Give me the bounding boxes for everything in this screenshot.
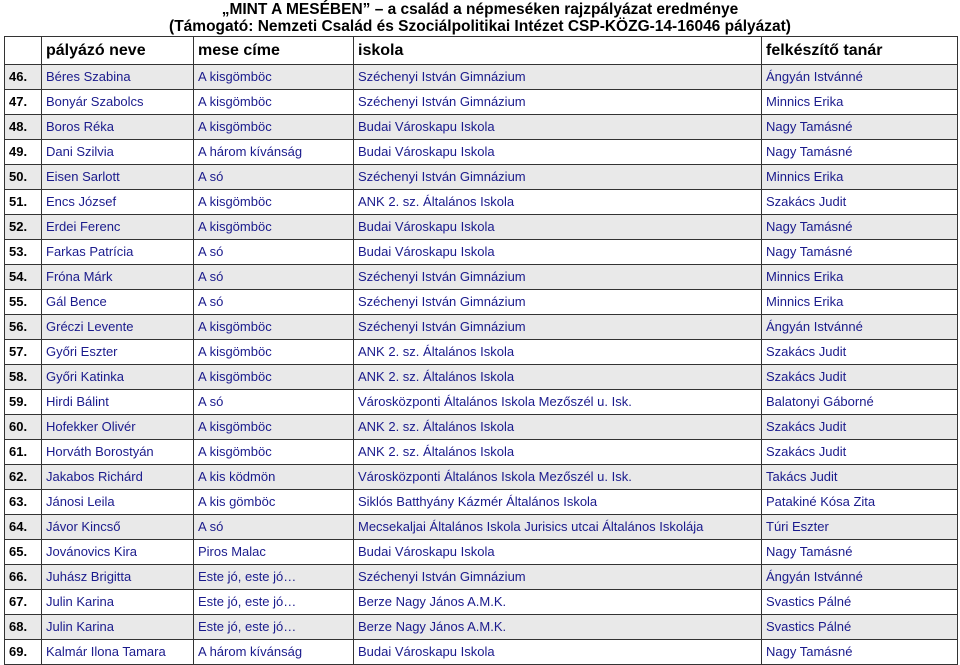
teacher-name: Túri Eszter [762,515,958,540]
tale-title: Este jó, este jó… [194,590,354,615]
teacher-name: Nagy Tamásné [762,140,958,165]
teacher-name: Nagy Tamásné [762,540,958,565]
participant-name: Horváth Borostyán [42,440,194,465]
tale-title: Piros Malac [194,540,354,565]
row-number: 64. [5,515,42,540]
row-number: 53. [5,240,42,265]
school-name: ANK 2. sz. Általános Iskola [354,365,762,390]
row-number: 68. [5,615,42,640]
row-number: 54. [5,265,42,290]
teacher-name: Szakács Judit [762,190,958,215]
participant-name: Erdei Ferenc [42,215,194,240]
participant-name: Juhász Brigitta [42,565,194,590]
tale-title: A kis ködmön [194,465,354,490]
table-row [5,215,958,240]
teacher-name: Svastics Pálné [762,590,958,615]
results-table [4,36,958,665]
tale-title: A kisgömböc [194,215,354,240]
teacher-name: Nagy Tamásné [762,115,958,140]
teacher-name: Ángyán Istvánné [762,565,958,590]
teacher-name: Ángyán Istvánné [762,315,958,340]
row-number: 50. [5,165,42,190]
row-number: 61. [5,440,42,465]
row-number: 46. [5,65,42,90]
school-name: Széchenyi István Gimnázium [354,90,762,115]
teacher-name: Svastics Pálné [762,615,958,640]
teacher-name: Nagy Tamásné [762,215,958,240]
column-header-tale: mese címe [194,37,354,65]
table-row [5,265,958,290]
tale-title: A kisgömböc [194,365,354,390]
row-number: 55. [5,290,42,315]
table-row [5,640,958,665]
participant-name: Bonyár Szabolcs [42,90,194,115]
row-number: 51. [5,190,42,215]
table-row [5,490,958,515]
row-number: 62. [5,465,42,490]
table-row [5,315,958,340]
participant-name: Jánosi Leila [42,490,194,515]
table-row [5,240,958,265]
table-row [5,540,958,565]
column-header-name: pályázó neve [42,37,194,65]
teacher-name: Szakács Judit [762,340,958,365]
tale-title: A kisgömböc [194,440,354,465]
teacher-name: Minnics Erika [762,165,958,190]
school-name: Széchenyi István Gimnázium [354,565,762,590]
participant-name: Encs József [42,190,194,215]
school-name: ANK 2. sz. Általános Iskola [354,440,762,465]
teacher-name: Minnics Erika [762,265,958,290]
school-name: Budai Városkapu Iskola [354,115,762,140]
school-name: Budai Városkapu Iskola [354,540,762,565]
table-row [5,615,958,640]
participant-name: Dani Szilvia [42,140,194,165]
table-row [5,90,958,115]
participant-name: Fróna Márk [42,265,194,290]
teacher-name: Szakács Judit [762,365,958,390]
table-row [5,590,958,615]
school-name: Városközponti Általános Iskola Mezőszél u. Isk. [354,465,762,490]
row-number: 67. [5,590,42,615]
school-name: Széchenyi István Gimnázium [354,65,762,90]
teacher-name: Szakács Judit [762,440,958,465]
participant-name: Hofekker Olivér [42,415,194,440]
tale-title: A kis gömböc [194,490,354,515]
table-row [5,290,958,315]
school-name: ANK 2. sz. Általános Iskola [354,415,762,440]
participant-name: Béres Szabina [42,65,194,90]
table-row [5,365,958,390]
teacher-name: Minnics Erika [762,290,958,315]
tale-title: A só [194,165,354,190]
table-row [5,390,958,415]
table-header-row [5,37,958,65]
column-header-teacher: felkészítő tanár [762,37,958,65]
row-number: 63. [5,490,42,515]
table-row [5,165,958,190]
participant-name: Julin Karina [42,590,194,615]
tale-title: A só [194,290,354,315]
school-name: Berze Nagy János A.M.K. [354,615,762,640]
teacher-name: Balatonyi Gáborné [762,390,958,415]
school-name: Széchenyi István Gimnázium [354,165,762,190]
tale-title: Este jó, este jó… [194,615,354,640]
tale-title: A kisgömböc [194,90,354,115]
table-row [5,340,958,365]
school-name: Széchenyi István Gimnázium [354,265,762,290]
teacher-name: Nagy Tamásné [762,240,958,265]
table-row [5,190,958,215]
school-name: Siklós Batthyány Kázmér Általános Iskola [354,490,762,515]
teacher-name: Takács Judit [762,465,958,490]
school-name: ANK 2. sz. Általános Iskola [354,190,762,215]
school-name: Mecsekaljai Általános Iskola Jurisics utcai Általános Iskolája [354,515,762,540]
tale-title: A só [194,240,354,265]
school-name: Budai Városkapu Iskola [354,140,762,165]
participant-name: Jovánovics Kira [42,540,194,565]
table-row [5,140,958,165]
participant-name: Jávor Kincső [42,515,194,540]
participant-name: Hirdi Bálint [42,390,194,415]
table-row [5,115,958,140]
column-header-school: iskola [354,37,762,65]
participant-name: Farkas Patrícia [42,240,194,265]
tale-title: A három kívánság [194,140,354,165]
participant-name: Gál Bence [42,290,194,315]
tale-title: A kisgömböc [194,190,354,215]
row-number: 48. [5,115,42,140]
teacher-name: Szakács Judit [762,415,958,440]
teacher-name: Minnics Erika [762,90,958,115]
table-row [5,565,958,590]
row-number: 58. [5,365,42,390]
row-number: 59. [5,390,42,415]
row-number: 66. [5,565,42,590]
participant-name: Győri Katinka [42,365,194,390]
tale-title: A három kívánság [194,640,354,665]
row-number: 49. [5,140,42,165]
row-number: 56. [5,315,42,340]
school-name: Széchenyi István Gimnázium [354,290,762,315]
participant-name: Jakabos Richárd [42,465,194,490]
school-name: Budai Városkapu Iskola [354,240,762,265]
teacher-name: Ángyán Istvánné [762,65,958,90]
participant-name: Kalmár Ilona Tamara [42,640,194,665]
tale-title: Este jó, este jó… [194,565,354,590]
table-row [5,440,958,465]
participant-name: Boros Réka [42,115,194,140]
tale-title: A só [194,515,354,540]
participant-name: Julin Karina [42,615,194,640]
participant-name: Gréczi Levente [42,315,194,340]
school-name: Városközponti Általános Iskola Mezőszél u. Isk. [354,390,762,415]
column-header-number [5,37,42,65]
tale-title: A kisgömböc [194,115,354,140]
row-number: 60. [5,415,42,440]
participant-name: Eisen Sarlott [42,165,194,190]
row-number: 65. [5,540,42,565]
school-name: Széchenyi István Gimnázium [354,315,762,340]
row-number: 57. [5,340,42,365]
row-number: 69. [5,640,42,665]
row-number: 47. [5,90,42,115]
table-row [5,65,958,90]
table-row [5,515,958,540]
row-number: 52. [5,215,42,240]
school-name: Berze Nagy János A.M.K. [354,590,762,615]
tale-title: A só [194,390,354,415]
tale-title: A kisgömböc [194,340,354,365]
participant-name: Győri Eszter [42,340,194,365]
tale-title: A kisgömböc [194,315,354,340]
teacher-name: Nagy Tamásné [762,640,958,665]
sponsor-subtitle: (Támogató: Nemzeti Család és Szociálpolitikai Intézet CSP-KÖZG-14-16046 pályázat) [169,18,791,35]
table-row [5,465,958,490]
teacher-name: Patakiné Kósa Zita [762,490,958,515]
school-name: ANK 2. sz. Általános Iskola [354,340,762,365]
school-name: Budai Városkapu Iskola [354,215,762,240]
school-name: Budai Városkapu Iskola [354,640,762,665]
tale-title: A só [194,265,354,290]
tale-title: A kisgömböc [194,415,354,440]
tale-title: A kisgömböc [194,65,354,90]
table-row [5,415,958,440]
results-title: „MINT A MESÉBEN” – a család a népmeséken rajzpályázat eredménye [221,1,739,18]
